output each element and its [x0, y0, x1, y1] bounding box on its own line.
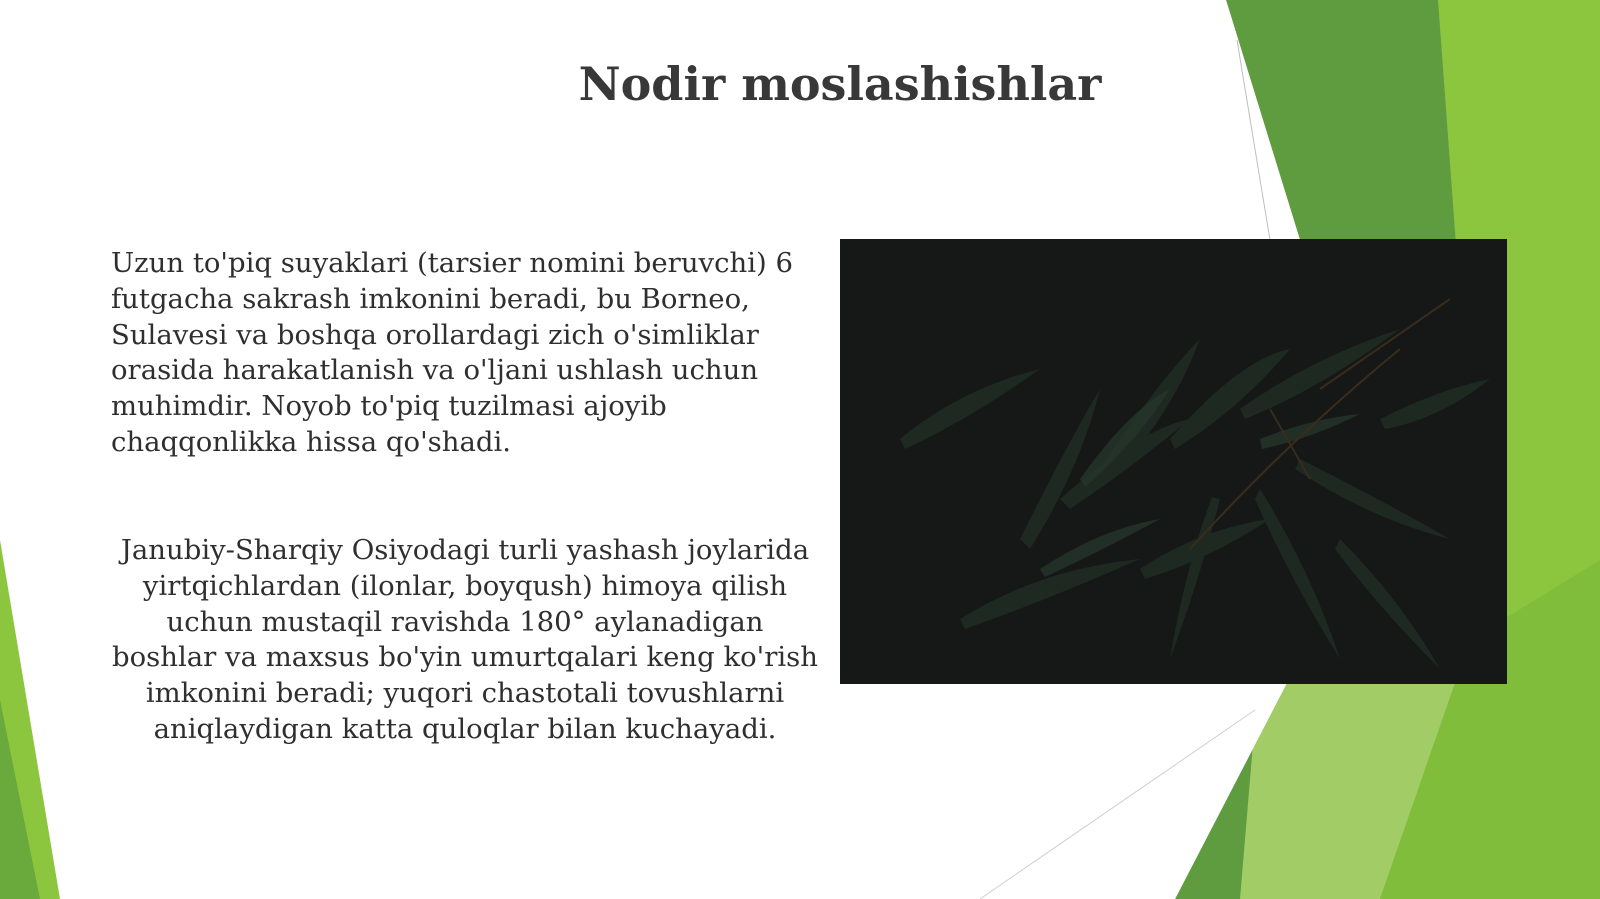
bamboo-photo: [840, 239, 1507, 684]
slide-title: Nodir moslashishlar: [578, 57, 1102, 111]
paragraph-head-rotation: Janubiy-Sharqiy Osiyodagi turli yashash joylarida yirtqichlardan (ilonlar, boyqush) himoya qilish uchun mustaqil ravishda 180° aylanadigan boshlar va maxsus bo'yin umurtqalari keng ko'rish imkonini beradi; yuqori chastotali tovushlarni aniqlaydigan katta quloqlar bilan kuchayadi.: [111, 534, 818, 745]
paragraph-jumping: Uzun to'piq suyaklari (tarsier nomini beruvchi) 6 futgacha sakrash imkonini beradi, bu Borneo, Sulavesi va boshqa orollardagi zich o'simliklar orasida harakatlanish va o'ljani ushlash uchun muhimdir. Noyob to'piq tuzilmasi ajoyib chaqqonlikka hissa qo'shadi.: [111, 247, 793, 458]
